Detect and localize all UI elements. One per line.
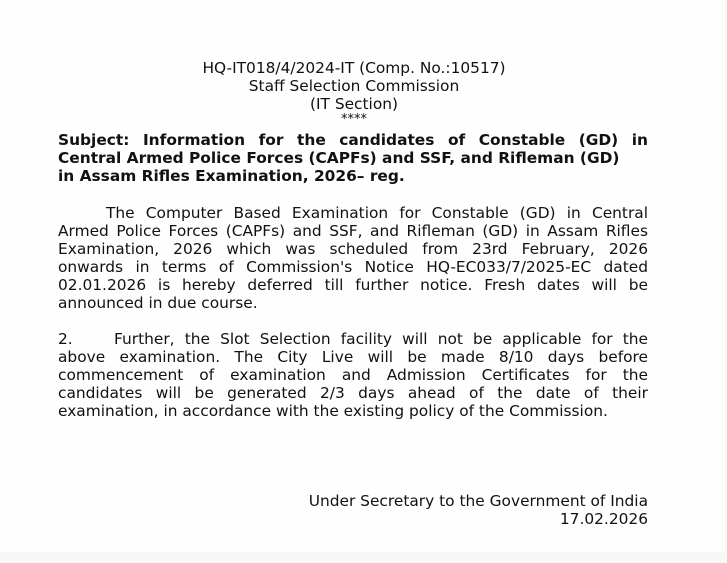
subject-line: Central Armed Police Forces (CAPFs) and SSF, and Rifleman (GD) bbox=[58, 149, 620, 167]
paragraph-line: The Computer Based Examination for Constable (GD) in Central bbox=[106, 204, 648, 222]
paragraph-line: Armed Police Forces (CAPFs) and SSF, and Rifleman (GD) in Assam Rifles bbox=[58, 222, 648, 240]
paragraph-line: Examination, 2026 which was scheduled from 23rd February, 2026 bbox=[58, 240, 648, 258]
paragraph-line: commencement of examination and Admission Certificates for the bbox=[58, 366, 648, 384]
subject bbox=[58, 131, 648, 185]
paragraph-line: 2. Further, the Slot Selection facility will not be applicable for the bbox=[58, 330, 648, 348]
section-name: (IT Section) bbox=[309, 95, 399, 113]
paragraph-line: candidates will be generated 2/3 days ahead of the date of their bbox=[58, 384, 648, 402]
paragraph-line: 02.01.2026 is hereby deferred till further notice. Fresh dates will be bbox=[58, 276, 648, 294]
paragraph-line: above examination. The City Live will be made 8/10 days before bbox=[58, 348, 648, 366]
paragraph-2 bbox=[58, 330, 648, 420]
notice-header bbox=[0, 59, 708, 127]
paragraph-line: onwards in terms of Commission's Notice HQ-EC033/7/2025-EC dated bbox=[58, 258, 648, 276]
subject-line: Subject: Information for the candidates of Constable (GD) in bbox=[58, 131, 648, 149]
separator: **** bbox=[341, 112, 367, 127]
subject-line: in Assam Rifles Examination, 2026– reg. bbox=[58, 167, 405, 185]
paragraph-line: examination, in accordance with the existing policy of the Commission. bbox=[58, 402, 608, 420]
signatory-designation: Under Secretary to the Government of India bbox=[308, 492, 648, 510]
signature-date: 17.02.2026 bbox=[559, 510, 648, 528]
paragraph-1 bbox=[58, 204, 648, 312]
reference-number: HQ-IT018/4/2024-IT (Comp. No.:10517) bbox=[202, 59, 506, 77]
signature-block bbox=[309, 492, 648, 528]
organization-name: Staff Selection Commission bbox=[248, 77, 460, 95]
paragraph-line: announced in due course. bbox=[58, 294, 258, 312]
paragraph-number: 2. bbox=[58, 330, 73, 348]
